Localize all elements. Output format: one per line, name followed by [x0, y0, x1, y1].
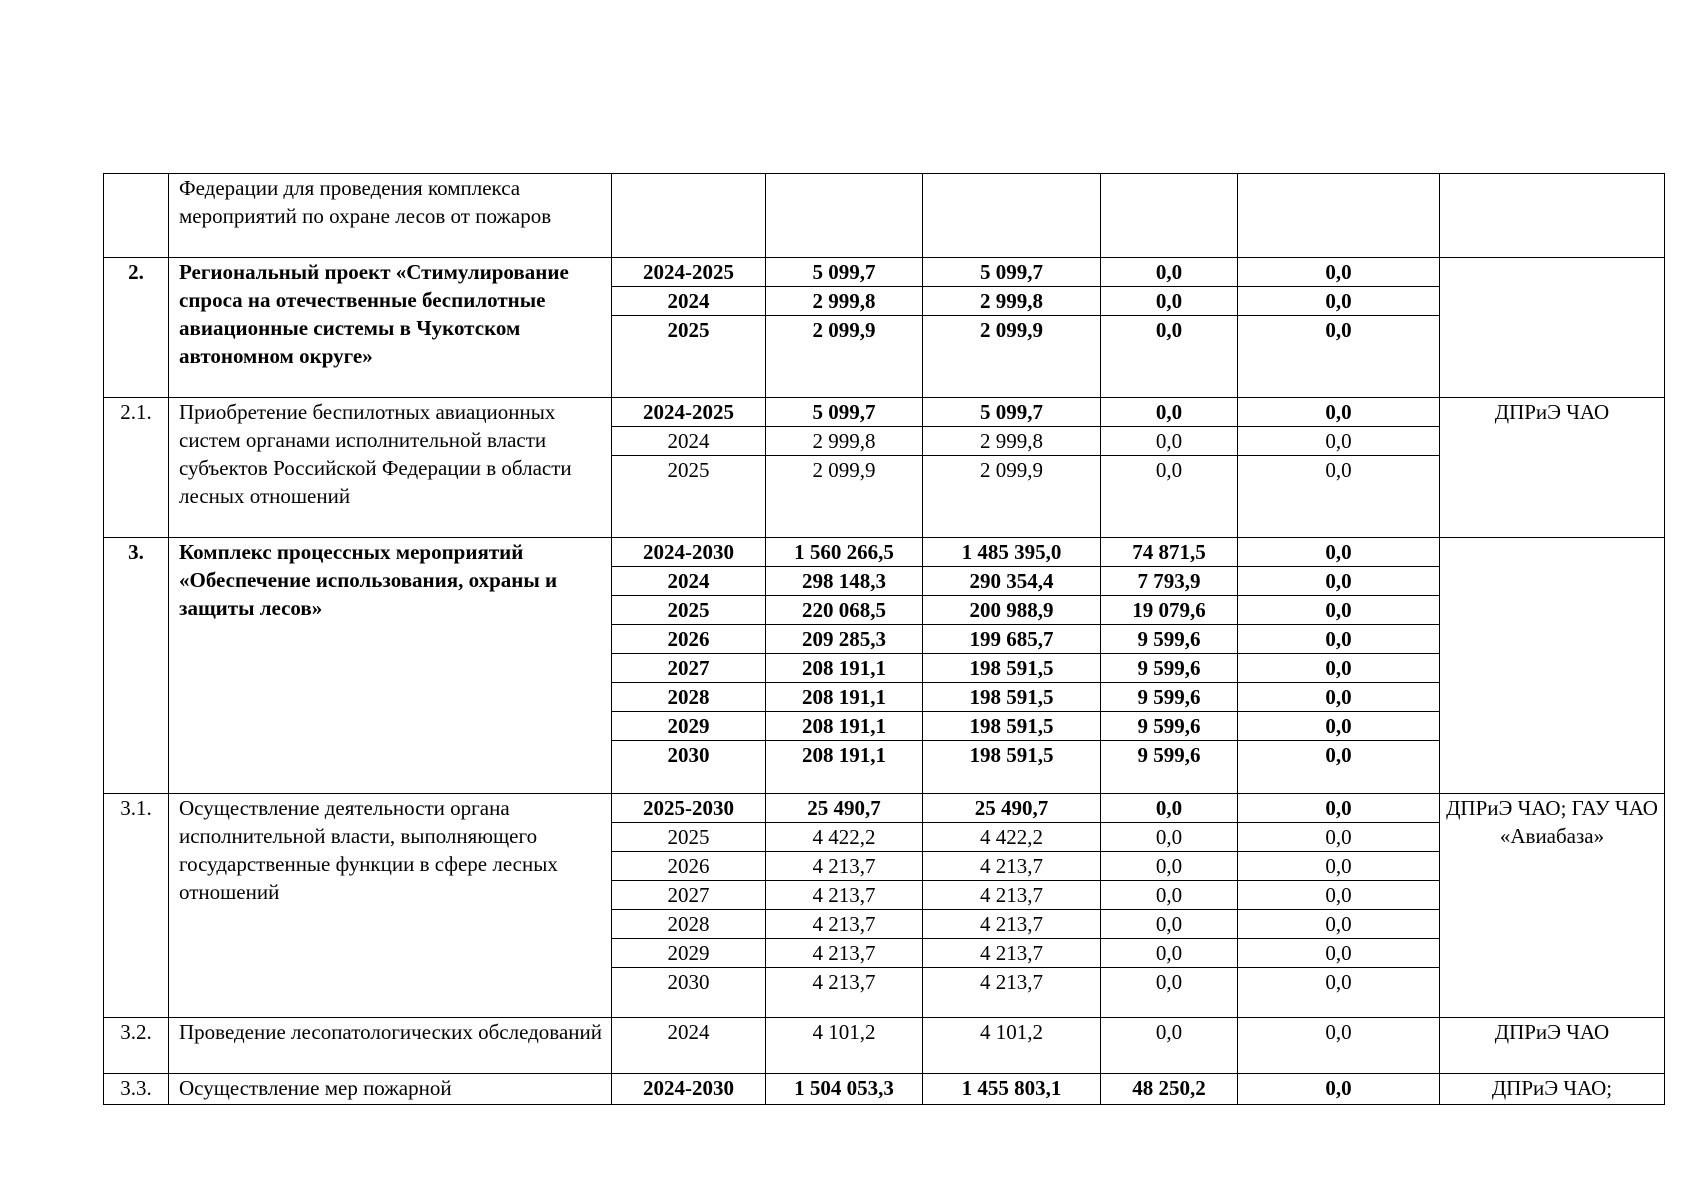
reg-budget-cell: 9 599,6 [1101, 741, 1238, 794]
row-number: 3.2. [104, 1018, 169, 1074]
total-cell: 1 504 053,3 [766, 1074, 923, 1105]
row-title: Федерации для проведения комплекса мероприятий по охране лесов от пожаров [169, 174, 612, 258]
fed-budget-cell: 198 591,5 [923, 683, 1101, 712]
row-title: Приобретение беспилотных авиационных систем органами исполнительной власти субъектов Российской Федерации в области лесных отношений [169, 398, 612, 538]
fed-budget-cell: 1 485 395,0 [923, 538, 1101, 567]
period-cell: 2029 [612, 939, 766, 968]
other-sources-cell: 0,0 [1238, 567, 1440, 596]
reg-budget-cell: 0,0 [1101, 910, 1238, 939]
other-sources-cell: 0,0 [1238, 852, 1440, 881]
reg-budget-cell: 9 599,6 [1101, 712, 1238, 741]
row-number [104, 174, 169, 258]
total-cell: 4 422,2 [766, 823, 923, 852]
table-row [104, 794, 1665, 823]
other-sources-cell: 0,0 [1238, 287, 1440, 316]
period-cell: 2024-2025 [612, 398, 766, 427]
reg-budget-cell: 7 793,9 [1101, 567, 1238, 596]
total-cell: 208 191,1 [766, 654, 923, 683]
total-cell: 2 099,9 [766, 316, 923, 398]
total-cell: 4 213,7 [766, 910, 923, 939]
period-cell: 2024-2030 [612, 538, 766, 567]
total-cell: 4 101,2 [766, 1018, 923, 1074]
total-cell: 220 068,5 [766, 596, 923, 625]
fed-budget-cell: 2 999,8 [923, 287, 1101, 316]
fed-budget-cell: 4 213,7 [923, 852, 1101, 881]
total-cell: 298 148,3 [766, 567, 923, 596]
other-sources-cell: 0,0 [1238, 910, 1440, 939]
other-sources-cell: 0,0 [1238, 968, 1440, 1018]
total-cell: 208 191,1 [766, 741, 923, 794]
executor-cell: ДПРиЭ ЧАО; ГАУ ЧАО «Авиабаза» [1440, 794, 1665, 1018]
period-cell: 2024 [612, 1018, 766, 1074]
fed-budget-cell: 2 099,9 [923, 316, 1101, 398]
table-row [104, 1018, 1665, 1074]
reg-budget-cell: 9 599,6 [1101, 625, 1238, 654]
reg-budget-cell: 0,0 [1101, 968, 1238, 1018]
reg-budget-cell: 9 599,6 [1101, 683, 1238, 712]
other-sources-cell: 0,0 [1238, 596, 1440, 625]
total-cell: 2 999,8 [766, 427, 923, 456]
fed-budget-cell: 290 354,4 [923, 567, 1101, 596]
other-sources-cell: 0,0 [1238, 427, 1440, 456]
other-sources-cell: 0,0 [1238, 538, 1440, 567]
period-cell: 2024 [612, 427, 766, 456]
executor-cell [1440, 174, 1665, 258]
row-title: Региональный проект «Стимулирование спроса на отечественные беспилотные авиационные системы в Чукотском автономном округе» [169, 258, 612, 398]
fed-budget-cell: 200 988,9 [923, 596, 1101, 625]
other-sources-cell: 0,0 [1238, 712, 1440, 741]
total-cell: 4 213,7 [766, 852, 923, 881]
fed-budget-cell: 5 099,7 [923, 398, 1101, 427]
period-cell: 2026 [612, 625, 766, 654]
row-title: Проведение лесопатологических обследований [169, 1018, 612, 1074]
fed-budget-cell: 198 591,5 [923, 712, 1101, 741]
other-sources-cell: 0,0 [1238, 654, 1440, 683]
total-cell: 4 213,7 [766, 881, 923, 910]
total-cell: 208 191,1 [766, 683, 923, 712]
total-cell: 2 099,9 [766, 456, 923, 538]
period-cell: 2027 [612, 654, 766, 683]
other-sources-cell: 0,0 [1238, 794, 1440, 823]
row-number: 2.1. [104, 398, 169, 538]
budget-table [103, 173, 1665, 1105]
period-cell: 2025 [612, 596, 766, 625]
period-cell: 2024 [612, 567, 766, 596]
other-sources-cell: 0,0 [1238, 939, 1440, 968]
reg-budget-cell: 0,0 [1101, 427, 1238, 456]
reg-budget-cell: 0,0 [1101, 881, 1238, 910]
reg-budget-cell: 74 871,5 [1101, 538, 1238, 567]
row-title: Осуществление мер пожарной [169, 1074, 612, 1105]
executor-cell: ДПРиЭ ЧАО; [1440, 1074, 1665, 1105]
total-cell: 4 213,7 [766, 968, 923, 1018]
fed-budget-cell: 4 213,7 [923, 939, 1101, 968]
executor-cell [1440, 538, 1665, 794]
period-cell: 2028 [612, 910, 766, 939]
other-sources-cell: 0,0 [1238, 823, 1440, 852]
fed-budget-cell: 198 591,5 [923, 741, 1101, 794]
total-cell: 5 099,7 [766, 258, 923, 287]
fed-budget-cell [923, 174, 1101, 258]
fed-budget-cell: 2 999,8 [923, 427, 1101, 456]
period-cell: 2030 [612, 741, 766, 794]
period-cell: 2024-2025 [612, 258, 766, 287]
row-number: 3.1. [104, 794, 169, 1018]
table-body [104, 174, 1665, 1105]
fed-budget-cell: 5 099,7 [923, 258, 1101, 287]
executor-cell: ДПРиЭ ЧАО [1440, 398, 1665, 538]
table-row [104, 174, 1665, 258]
other-sources-cell: 0,0 [1238, 316, 1440, 398]
period-cell [612, 174, 766, 258]
reg-budget-cell: 0,0 [1101, 939, 1238, 968]
reg-budget-cell: 0,0 [1101, 456, 1238, 538]
fed-budget-cell: 1 455 803,1 [923, 1074, 1101, 1105]
reg-budget-cell: 0,0 [1101, 852, 1238, 881]
total-cell: 2 999,8 [766, 287, 923, 316]
reg-budget-cell: 0,0 [1101, 823, 1238, 852]
period-cell: 2026 [612, 852, 766, 881]
reg-budget-cell: 0,0 [1101, 398, 1238, 427]
executor-cell [1440, 258, 1665, 398]
other-sources-cell: 0,0 [1238, 741, 1440, 794]
other-sources-cell: 0,0 [1238, 456, 1440, 538]
fed-budget-cell: 4 101,2 [923, 1018, 1101, 1074]
executor-cell: ДПРиЭ ЧАО [1440, 1018, 1665, 1074]
period-cell: 2025 [612, 456, 766, 538]
period-cell: 2030 [612, 968, 766, 1018]
fed-budget-cell: 4 213,7 [923, 968, 1101, 1018]
total-cell: 5 099,7 [766, 398, 923, 427]
total-cell: 209 285,3 [766, 625, 923, 654]
table-row [104, 538, 1665, 567]
row-number: 3. [104, 538, 169, 794]
fed-budget-cell: 4 422,2 [923, 823, 1101, 852]
total-cell [766, 174, 923, 258]
period-cell: 2024 [612, 287, 766, 316]
period-cell: 2028 [612, 683, 766, 712]
fed-budget-cell: 2 099,9 [923, 456, 1101, 538]
total-cell: 208 191,1 [766, 712, 923, 741]
other-sources-cell: 0,0 [1238, 258, 1440, 287]
total-cell: 4 213,7 [766, 939, 923, 968]
reg-budget-cell: 9 599,6 [1101, 654, 1238, 683]
row-number: 3.3. [104, 1074, 169, 1105]
period-cell: 2025-2030 [612, 794, 766, 823]
reg-budget-cell: 0,0 [1101, 316, 1238, 398]
other-sources-cell: 0,0 [1238, 398, 1440, 427]
reg-budget-cell: 0,0 [1101, 794, 1238, 823]
fed-budget-cell: 4 213,7 [923, 910, 1101, 939]
fed-budget-cell: 199 685,7 [923, 625, 1101, 654]
period-cell: 2025 [612, 316, 766, 398]
other-sources-cell: 0,0 [1238, 1074, 1440, 1105]
reg-budget-cell: 0,0 [1101, 1018, 1238, 1074]
period-cell: 2029 [612, 712, 766, 741]
fed-budget-cell: 4 213,7 [923, 881, 1101, 910]
reg-budget-cell: 0,0 [1101, 287, 1238, 316]
other-sources-cell: 0,0 [1238, 881, 1440, 910]
table-row [104, 1074, 1665, 1105]
table-row [104, 398, 1665, 427]
other-sources-cell: 0,0 [1238, 683, 1440, 712]
total-cell: 25 490,7 [766, 794, 923, 823]
row-number: 2. [104, 258, 169, 398]
other-sources-cell: 0,0 [1238, 625, 1440, 654]
reg-budget-cell [1101, 174, 1238, 258]
fed-budget-cell: 25 490,7 [923, 794, 1101, 823]
other-sources-cell [1238, 174, 1440, 258]
period-cell: 2024-2030 [612, 1074, 766, 1105]
reg-budget-cell: 48 250,2 [1101, 1074, 1238, 1105]
total-cell: 1 560 266,5 [766, 538, 923, 567]
reg-budget-cell: 19 079,6 [1101, 596, 1238, 625]
period-cell: 2027 [612, 881, 766, 910]
period-cell: 2025 [612, 823, 766, 852]
row-title: Комплекс процессных мероприятий «Обеспечение использования, охраны и защиты лесов» [169, 538, 612, 794]
table-row [104, 258, 1665, 287]
row-title: Осуществление деятельности органа исполнительной власти, выполняющего государственные функции в сфере лесных отношений [169, 794, 612, 1018]
reg-budget-cell: 0,0 [1101, 258, 1238, 287]
fed-budget-cell: 198 591,5 [923, 654, 1101, 683]
other-sources-cell: 0,0 [1238, 1018, 1440, 1074]
